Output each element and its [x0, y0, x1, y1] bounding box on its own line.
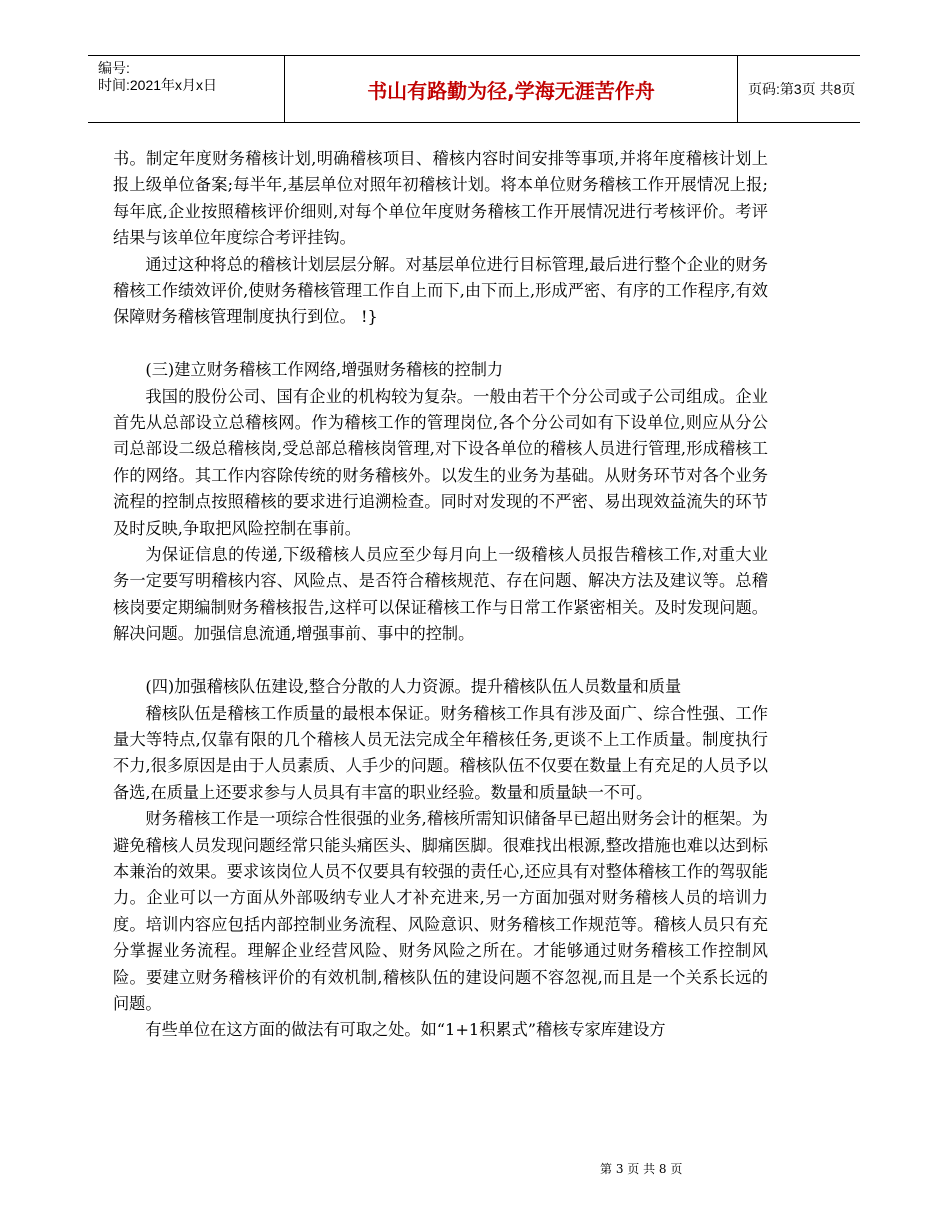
paragraph-4: 为保证信息的传递,下级稽核人员应至少每月向上一级稽核人员报告稽核工作,对重大业务一定要写明稽核内容、风险点、是否符合稽核规范、存在问题、解决方法及建议等。总稽核岗要定期编制财务稽核报告,这样可以保证稽核工作与日常工作紧密相关。及时发现问题。解决问题。加强信息流通,增强事前、事中的控制。: [113, 545, 768, 644]
header-motto: 书山有路勤为径,学海无涯苦作舟: [284, 56, 738, 122]
paragraph-1: 书。制定年度财务稽核计划,明确稽核项目、稽核内容时间安排等事项,并将年度稽核计划上报上级单位备案;每半年,基层单位对照年初稽核计划。将本单位财务稽核工作开展情况上报;每年底,企业按照稽核评价细则,对每个单位年度财务稽核工作开展情况进行考核评价。考评结果与该单位年度综合考评挂钩。: [113, 149, 768, 248]
header-meta: [98, 60, 283, 94]
document-body: [113, 146, 768, 1044]
paragraph-5: 稽核队伍是稽核工作质量的最根本保证。财务稽核工作具有涉及面广、综合性强、工作量大等特点,仅靠有限的几个稽核人员无法完成全年稽核任务,更谈不上工作质量。制度执行不力,很多原因是由于人员素质、人手少的问题。稽核队伍不仅要在数量上有充足的人员予以备选,在质量上还要求参与人员具有丰富的职业经验。数量和质量缺一不可。: [113, 703, 768, 802]
section-heading-4: (四)加强稽核队伍建设,整合分散的人力资源。提升稽核队伍人员数量和质量: [145, 677, 682, 697]
paragraph-gap: [113, 648, 768, 674]
paragraph-3: 我国的股份公司、国有企业的机构较为复杂。一般由若干个分公司或子公司组成。企业首先从总部设立总稽核网。作为稽核工作的管理岗位,各个分公司如有下设单位,则应从分公司总部设二级总稽核岗,受总部总稽核岗管理,对下设各单位的稽核人员进行管理,形成稽核工作的网络。其工作内容除传统的财务稽核外。以发生的业务为基础。从财务环节对各个业务流程的控制点按照稽核的要求进行追溯检查。同时对发现的不严密、易出现效益流失的环节及时反映,争取把风险控制在事前。: [113, 386, 768, 538]
page-footer: 第 3 页 共 8 页: [600, 1162, 683, 1176]
document-time-label: 时间:2021年x月x日: [98, 77, 218, 93]
section-heading-3: (三)建立财务稽核工作网络,增强财务稽核的控制力: [145, 360, 504, 380]
paragraph-6: 财务稽核工作是一项综合性很强的业务,稽核所需知识储备早已超出财务会计的框架。为避免稽核人员发现问题经常只能头痛医头、脚痛医脚。很难找出根源,整改措施也难以达到标本兼治的效果。要求该岗位人员不仅要具有较强的责任心,还应具有对整体稽核工作的驾驭能力。企业可以一方面从外部吸纳专业人才补充进来,另一方面加强对财务稽核人员的培训力度。培训内容应包括内部控制业务流程、风险意识、财务稽核工作规范等。稽核人员只有充分掌握业务流程。理解企业经营风险、财务风险之所在。才能够通过财务稽核工作控制风险。要建立财务稽核评价的有效机制,稽核队伍的建设问题不容忽视,而且是一个关系长远的问题。: [113, 809, 768, 1013]
page-header: [88, 55, 860, 123]
document-number-label: 编号:: [98, 60, 130, 76]
paragraph-7: 有些单位在这方面的做法有可取之处。如“1+1积累式”稽核专家库建设方: [145, 1020, 666, 1040]
paragraph-gap: [113, 331, 768, 357]
paragraph-2: 通过这种将总的稽核计划层层分解。对基层单位进行目标管理,最后进行整个企业的财务稽核工作绩效评价,使财务稽核管理工作自上而下,由下而上,形成严密、有序的工作程序,有效保障财务稽核管理制度执行到位。 !}: [113, 254, 768, 327]
header-page-info: 页码:第3页 共8页: [748, 81, 856, 97]
